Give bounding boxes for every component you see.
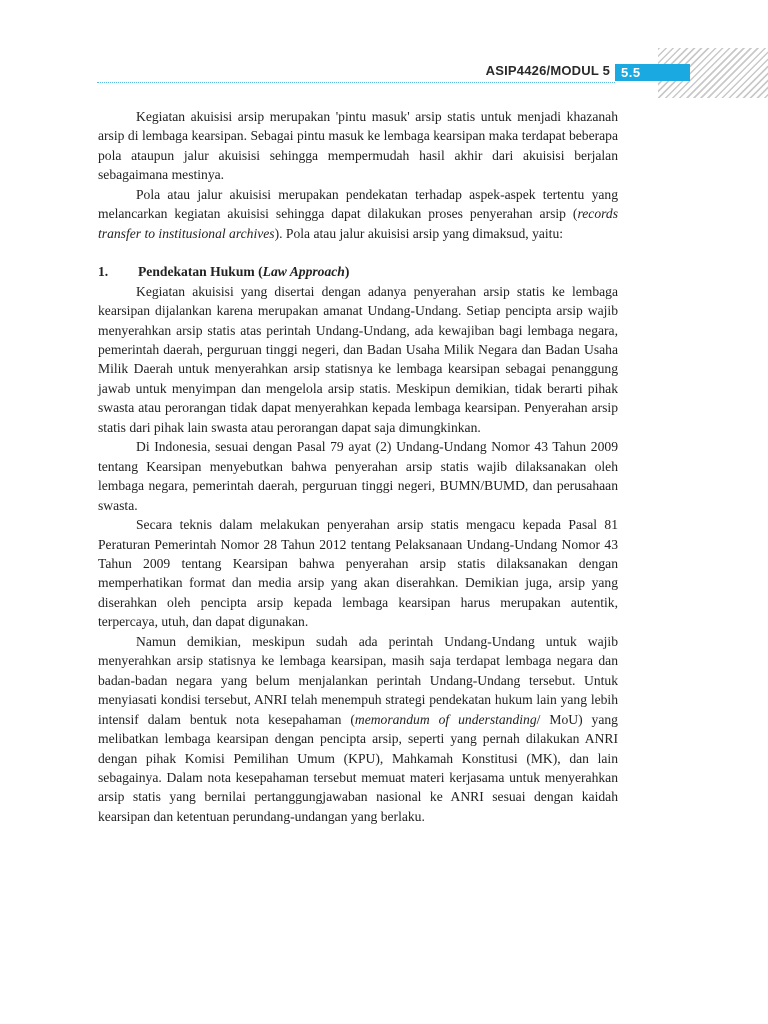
- intro-paragraph-1: Kegiatan akuisisi arsip merupakan 'pintu masuk' arsip statis untuk menjadi khazanah arsip di lembaga kearsipan. Sebagai pintu masuk ke lembaga kearsipan maka terdapat beberapa pola ataupun jalur akuisisi sehingga mempermudah hasil akhir dari akuisisi berjalan sebagaimana mestinya.: [98, 109, 618, 183]
- section-paragraph-4-text-b: / MoU) yang melibatkan lembaga kearsipan dengan pencipta arsip, seperti yang pernah dilakukan ANRI dengan pihak Komisi Pemilihan Umum (KPU), Mahkamah Konstitusi (MK), dan lain sebagainya. Dalam nota kesepahaman tersebut memuat materi kerjasama untuk menyerahkan arsip statis yang bernilai pertanggungjawaban nasional ke ANRI sesuai dengan kaidah kearsipan dan ketentuan perundang-undangan yang berlaku.: [98, 711, 618, 824]
- section-paragraph-4-italic: memorandum of understanding: [354, 711, 537, 727]
- section-number: 1.: [98, 264, 109, 280]
- section-title-italic: Law Approach: [262, 264, 345, 280]
- section-paragraph-2: Di Indonesia, sesuai dengan Pasal 79 ayat (2) Undang-Undang Nomor 43 Tahun 2009 tentang Kearsipan menyebutkan bahwa penyerahan arsip statis wajib dilaksanakan oleh lembaga negara, pemerintah daerah, perguruan tinggi negeri, BUMN/BUMD, dan perusahaan swasta.: [98, 439, 618, 513]
- page-number-badge: 5.5: [615, 64, 690, 81]
- module-header-label: ASIP4426/MODUL 5: [485, 63, 610, 78]
- section-title-text-a: Pendekatan Hukum (: [138, 264, 263, 280]
- intro-paragraph-2-italic: records transfer to institusional archives: [98, 206, 618, 241]
- intro-paragraph-2-text-b: ). Pola atau jalur akuisisi arsip yang dimaksud, yaitu:: [274, 225, 564, 241]
- intro-paragraph-2: [98, 185, 618, 243]
- header-divider: [97, 82, 615, 83]
- section-paragraph-4: [98, 632, 618, 827]
- section-heading: [98, 262, 618, 281]
- section-paragraph-1: Kegiatan akuisisi yang disertai dengan adanya penyerahan arsip statis ke lembaga kearsipan dijalankan karena merupakan amanat Undang-Undang. Setiap pencipta arsip wajib menyerahkan arsip statis atas perintah Undang-Undang, ada kewajiban bagi lembaga negara, pemerintah daerah, perguruan tinggi negeri, dan Badan Usaha Milik Negara dan Badan Usaha Milik Daerah untuk menyerahkan arsip statisnya ke lembaga kearsipan sebagai penanggung jawab untuk menyimpan dan mengelola arsip statis. Meskipun demikian, tidak berarti pihak swasta atau perorangan tidak dapat menyerahkan kepada lembaga kearsipan. Penyerahan arsip statis dari pihak lain swasta atau perorangan dapat saja dimungkinkan.: [98, 283, 618, 435]
- section-paragraph-3: Secara teknis dalam melakukan penyerahan arsip statis mengacu kepada Pasal 81 Peraturan Pemerintah Nomor 28 Tahun 2012 tentang Pelaksanaan Undang-Undang Nomor 43 Tahun 2009 tentang Kearsipan bahwa penyerahan arsip statis dilaksanakan dengan memperhatikan format dan media arsip yang akan diserahkan. Demikian juga, arsip yang diserahkan oleh pencipta arsip kepada lembaga kearsipan harus merupakan autentik, terpercaya, utuh, dan dapat digunakan.: [98, 517, 618, 630]
- section-paragraph-4-text-a: Namun demikian, meskipun sudah ada perintah Undang-Undang untuk wajib menyerahkan arsip statisnya ke lembaga kearsipan, masih saja terdapat lembaga negara dan badan-badan negara yang belum menjalankan perintah Undang-Undang tersebut. Untuk menyiasati kondisi tersebut, ANRI telah menempuh strategi pendekatan hukum lain yang lebih intensif dalam bentuk nota kesepahaman (: [98, 633, 618, 727]
- section-title-text-b: ): [344, 264, 350, 280]
- section-spacer: [98, 243, 618, 262]
- page-body: [98, 107, 618, 826]
- intro-paragraph-2-text-a: Pola atau jalur akuisisi merupakan pendekatan terhadap aspek-aspek tertentu yang melancarkan kegiatan akuisisi sehingga dapat dilakukan proses penyerahan arsip (: [98, 186, 618, 222]
- section-title: [138, 262, 349, 281]
